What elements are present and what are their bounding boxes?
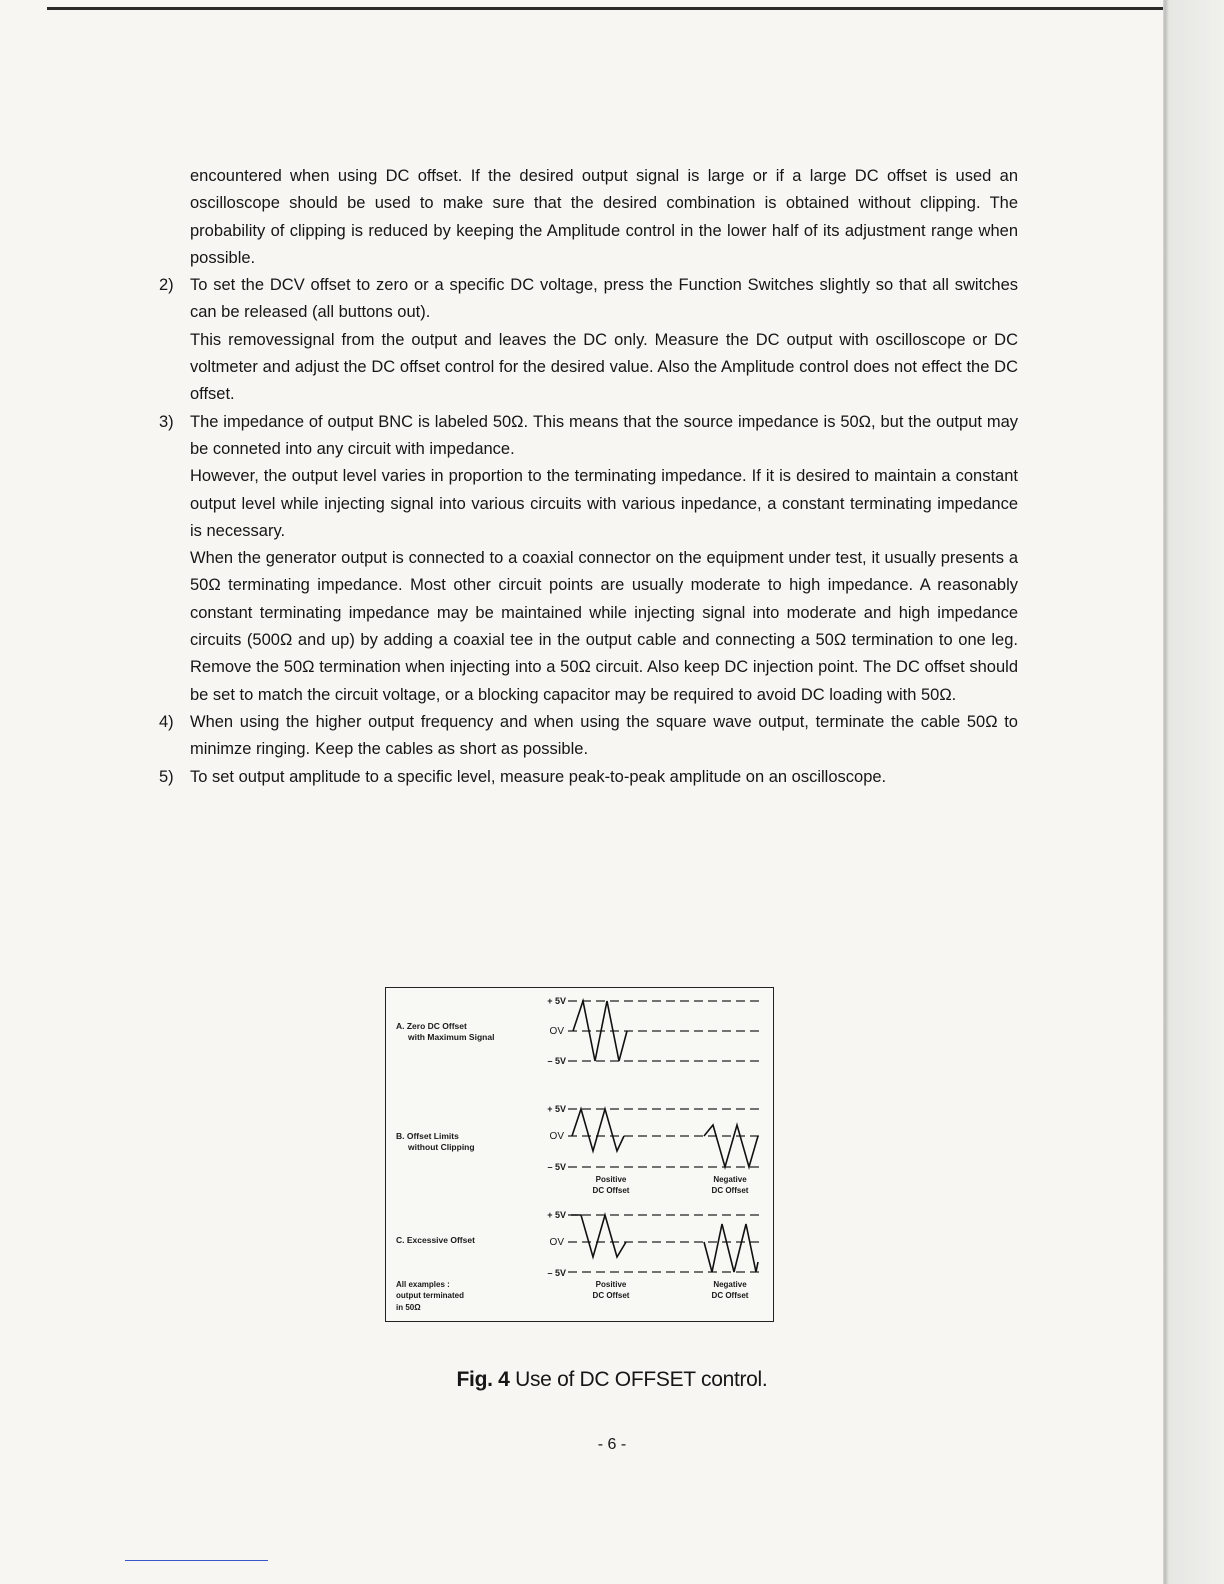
zero-volt-label: OV xyxy=(549,1131,564,1142)
negative-offset-label: Negative xyxy=(713,1280,747,1289)
paragraph xyxy=(150,272,1018,327)
paragraph xyxy=(150,709,1018,764)
panel-c-label: C. Excessive Offset xyxy=(396,1235,475,1245)
paragraph-text: encountered when using DC offset. If the desired output signal is large or if a large DC offset is used an oscilloscope should be used to make sure that the desired combination is obtained without clipping. The probability of clipping is reduced by keeping the Amplitude control in the lower half of its adjustment range when possible. xyxy=(190,167,1018,267)
page-edge-shadow xyxy=(1163,0,1224,1584)
waveform-negative-offset xyxy=(704,1125,758,1167)
minus-5v-label: – 5V xyxy=(547,1268,566,1278)
body-text xyxy=(150,163,1018,791)
panel-c xyxy=(396,1210,760,1300)
panel-a-sublabel: with Maximum Signal xyxy=(408,1032,495,1042)
caption-text: Use of DC OFFSET control. xyxy=(515,1368,768,1391)
paragraph xyxy=(150,764,1018,791)
negative-offset-sublabel: DC Offset xyxy=(711,1186,749,1195)
top-rule xyxy=(47,7,1164,10)
paragraph-text: To set output amplitude to a specific level, measure peak-to-peak amplitude on an oscilloscope. xyxy=(190,767,887,786)
bottom-mark-line xyxy=(125,1560,268,1561)
figure-note xyxy=(396,1280,464,1312)
negative-offset-sublabel: DC Offset xyxy=(711,1291,749,1300)
paragraph-text: The impedance of output BNC is labeled 50Ω. This means that the source impedance is 50Ω, but the output may be conneted into any circuit with impedance. xyxy=(190,412,1018,458)
panel-b-label: B. Offset Limits xyxy=(396,1131,459,1141)
paragraph-text: When the generator output is connected to a coaxial connector on the equipment under test, it usually presents a 50Ω terminating impedance. Most other circuit points are usually moderate to high impedance. A reasonably constant terminating impedance may be maintained while injecting signal into moderate and high impedance circuits (500Ω and up) by adding a coaxial tee in the output cable and connecting a 50Ω termination to one leg. Remove the 50Ω termination when injecting into a 50Ω circuit. Also keep DC injection point. The DC offset should be set to match the circuit voltage, or a blocking capacitor may be required to avoid DC loading with 50Ω. xyxy=(190,549,1018,704)
paragraph xyxy=(150,327,1018,409)
item-number: 3) xyxy=(159,412,174,431)
panel-b-sublabel: without Clipping xyxy=(408,1142,475,1152)
minus-5v-label: – 5V xyxy=(547,1162,566,1172)
zero-volt-label: OV xyxy=(549,1237,564,1248)
item-number: 5) xyxy=(159,767,174,786)
figure-caption xyxy=(0,1368,1224,1392)
item-number: 2) xyxy=(159,276,174,295)
positive-offset-sublabel: DC Offset xyxy=(592,1186,630,1195)
zero-volt-label: OV xyxy=(549,1026,564,1037)
paragraph xyxy=(150,545,1018,709)
note-line: in 50Ω xyxy=(396,1303,421,1312)
panel-b xyxy=(396,1104,760,1195)
waveform-diagram xyxy=(386,988,775,1323)
dc-offset-figure xyxy=(385,987,774,1322)
paragraph-text: However, the output level varies in proportion to the terminating impedance. If it is desired to maintain a constant output level while injecting signal into various circuits with various inpedance, a constant terminating impedance is necessary. xyxy=(190,467,1018,540)
note-line: All examples : xyxy=(396,1280,450,1289)
panel-a xyxy=(396,996,760,1066)
paragraph xyxy=(150,409,1018,464)
panel-a-label: A. Zero DC Offset xyxy=(396,1021,467,1031)
minus-5v-label: – 5V xyxy=(547,1056,566,1066)
page-number: - 6 - xyxy=(597,1436,627,1453)
figure-number: Fig. 4 xyxy=(456,1368,510,1391)
note-line: output terminated xyxy=(396,1291,464,1300)
paragraph xyxy=(150,463,1018,545)
paragraph-text: To set the DCV offset to zero or a specific DC voltage, press the Function Switches slightly so that all switches can be released (all buttons out). xyxy=(190,276,1018,322)
paragraph-text: When using the higher output frequency and when using the square wave output, terminate the cable 50Ω to minimze ringing. Keep the cables as short as possible. xyxy=(190,712,1018,759)
negative-offset-label: Negative xyxy=(713,1175,747,1184)
plus-5v-label: + 5V xyxy=(547,996,566,1006)
waveform-positive-offset xyxy=(572,1109,624,1151)
positive-offset-label: Positive xyxy=(595,1175,627,1184)
positive-offset-label: Positive xyxy=(595,1280,627,1289)
paragraph-text: This removessignal from the output and leaves the DC only. Measure the DC output with oscilloscope or DC voltmeter and adjust the DC offset control for the desired value. Also the Amplitude control does not effect the DC offset. xyxy=(190,330,1018,404)
plus-5v-label: + 5V xyxy=(547,1210,566,1220)
plus-5v-label: + 5V xyxy=(547,1104,566,1114)
waveform-clipped-negative xyxy=(704,1224,758,1272)
waveform-clipped-positive xyxy=(571,1215,626,1257)
item-number: 4) xyxy=(159,712,174,731)
paragraph xyxy=(150,163,1018,272)
positive-offset-sublabel: DC Offset xyxy=(592,1291,630,1300)
